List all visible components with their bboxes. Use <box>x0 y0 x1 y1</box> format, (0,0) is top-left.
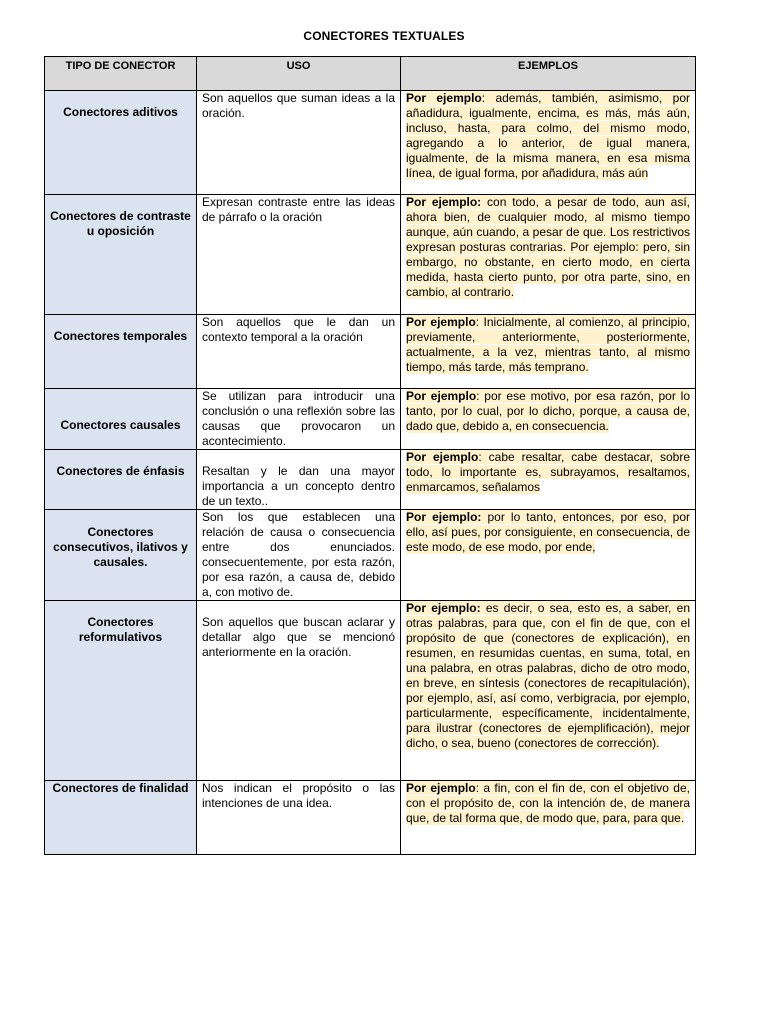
row-ejemplos <box>401 601 696 781</box>
row-uso: Son aquellos que buscan aclarar y detallar algo que se mencionó anteriormente en la oración. <box>197 601 401 781</box>
table-row <box>45 601 696 781</box>
ejemplo-text: por lo tanto, entonces, por eso, por ello, así pues, por consiguiente, en consecuencia, de este modo, de ese modo, por ende, <box>406 510 690 554</box>
ejemplo-lead: Por ejemplo: <box>406 510 482 524</box>
page-title: CONECTORES TEXTUALES <box>303 29 465 43</box>
row-uso: Resaltan y le dan una mayor importancia a un concepto dentro de un texto.. <box>197 450 401 510</box>
table-row <box>45 195 696 315</box>
row-uso: Expresan contraste entre las ideas de párrafo o la oración <box>197 195 401 315</box>
row-ejemplos <box>401 450 696 510</box>
row-tipo: Conectores causales <box>45 389 197 450</box>
table-row <box>45 510 696 601</box>
row-tipo: Conectores reformulativos <box>45 601 197 781</box>
row-uso: Son aquellos que le dan un contexto temporal a la oración <box>197 315 401 389</box>
row-uso: Nos indican el propósito o las intenciones de una idea. <box>197 781 401 855</box>
connectors-table <box>44 56 696 855</box>
row-uso: Se utilizan para introducir una conclusión o una reflexión sobre las causas que provocaron un acontecimiento. <box>197 389 401 450</box>
header-uso: USO <box>197 57 401 91</box>
row-uso: Son aquellos que suman ideas a la oración. <box>197 91 401 195</box>
ejemplo-text: es decir, o sea, esto es, a saber, en otras palabras, para que, con el fin de que, con el propósito de que (conectores de explicación), en resumen, en resumidas cuentas, en suma, total, en una palabra, en otras palabras, dicho de otro modo, en breve, en síntesis (conectores de recapitulación), por ejemplo, así, así como, verbigracia, por ejemplo, particularmente, específicamente, incidentalmente, para ilustrar (conectores de ejemplificación), mejor dicho, o sea, bueno (conectores de corrección). <box>406 601 690 750</box>
ejemplo-lead: Por ejemplo <box>406 450 479 464</box>
ejemplo-lead: Por ejemplo: <box>406 601 481 615</box>
row-ejemplos <box>401 389 696 450</box>
table-row <box>45 91 696 195</box>
ejemplo-lead: Por ejemplo: <box>406 195 482 209</box>
row-tipo: Conectores de finalidad <box>45 781 197 855</box>
ejemplo-text: : Inicialmente, al comienzo, al principio, previamente, anteriormente, posteriormente, actualmente, a la vez, mientras tanto, al mismo tiempo, más tarde, más temprano. <box>406 315 691 374</box>
ejemplo-text: con todo, a pesar de todo, aun así, ahora bien, de cualquier modo, al mismo tiempo aunque, aún cuando, a pesar de que. Los restrictivos expresan posturas contrarias. Por ejemplo: pero, sin embargo, no obstante, en cierto modo, en cierta medida, hasta cierto punto, por otra parte, sino, en cambio, al contrario. <box>406 195 690 299</box>
row-tipo: Conectores consecutivos, ilativos y causales. <box>45 510 197 601</box>
header-ejemplos: EJEMPLOS <box>401 57 696 91</box>
table-row <box>45 389 696 450</box>
ejemplo-lead: Por ejemplo <box>406 315 476 329</box>
ejemplo-lead: Por ejemplo <box>406 389 477 403</box>
ejemplo-text: : por ese motivo, por esa razón, por lo tanto, por lo cual, por lo dicho, porque, a causa de, dado que, debido a, en consecuencia. <box>406 389 690 433</box>
ejemplo-lead: Por ejemplo <box>406 91 482 105</box>
ejemplo-text: : además, también, asimismo, por añadidura, igualmente, encima, es más, más aún, incluso, hasta, para colmo, del mismo modo, agregando a lo anterior, de igual manera, igualmente, de la misma manera, en esa misma línea, de igual forma, por añadidura, más aún <box>406 91 690 180</box>
row-tipo: Conectores de contraste u oposición <box>45 195 197 315</box>
header-tipo: TIPO DE CONECTOR <box>45 57 197 91</box>
table-header-row <box>45 57 696 91</box>
table-row <box>45 781 696 855</box>
row-tipo: Conectores temporales <box>45 315 197 389</box>
ejemplo-text: : cabe resaltar, cabe destacar, sobre todo, lo importante es, subrayamos, resaltamos, enmarcamos, señalamos <box>406 450 690 494</box>
ejemplo-text: : a fin, con el fin de, con el objetivo de, con el propósito de, con la intención de, de manera que, de tal forma que, de modo que, para, para que. <box>406 781 690 825</box>
ejemplo-lead: Por ejemplo <box>406 781 476 795</box>
row-tipo: Conectores de énfasis <box>45 450 197 510</box>
row-ejemplos <box>401 510 696 601</box>
row-tipo: Conectores aditivos <box>45 91 197 195</box>
row-uso: Son los que establecen una relación de causa o consecuencia entre dos enunciados. consecuentemente, por esta razón, por esa razón, a causa de, debido a, con motivo de. <box>197 510 401 601</box>
table-row <box>45 315 696 389</box>
row-ejemplos <box>401 195 696 315</box>
row-ejemplos <box>401 91 696 195</box>
row-ejemplos <box>401 781 696 855</box>
row-ejemplos <box>401 315 696 389</box>
table-row <box>45 450 696 510</box>
